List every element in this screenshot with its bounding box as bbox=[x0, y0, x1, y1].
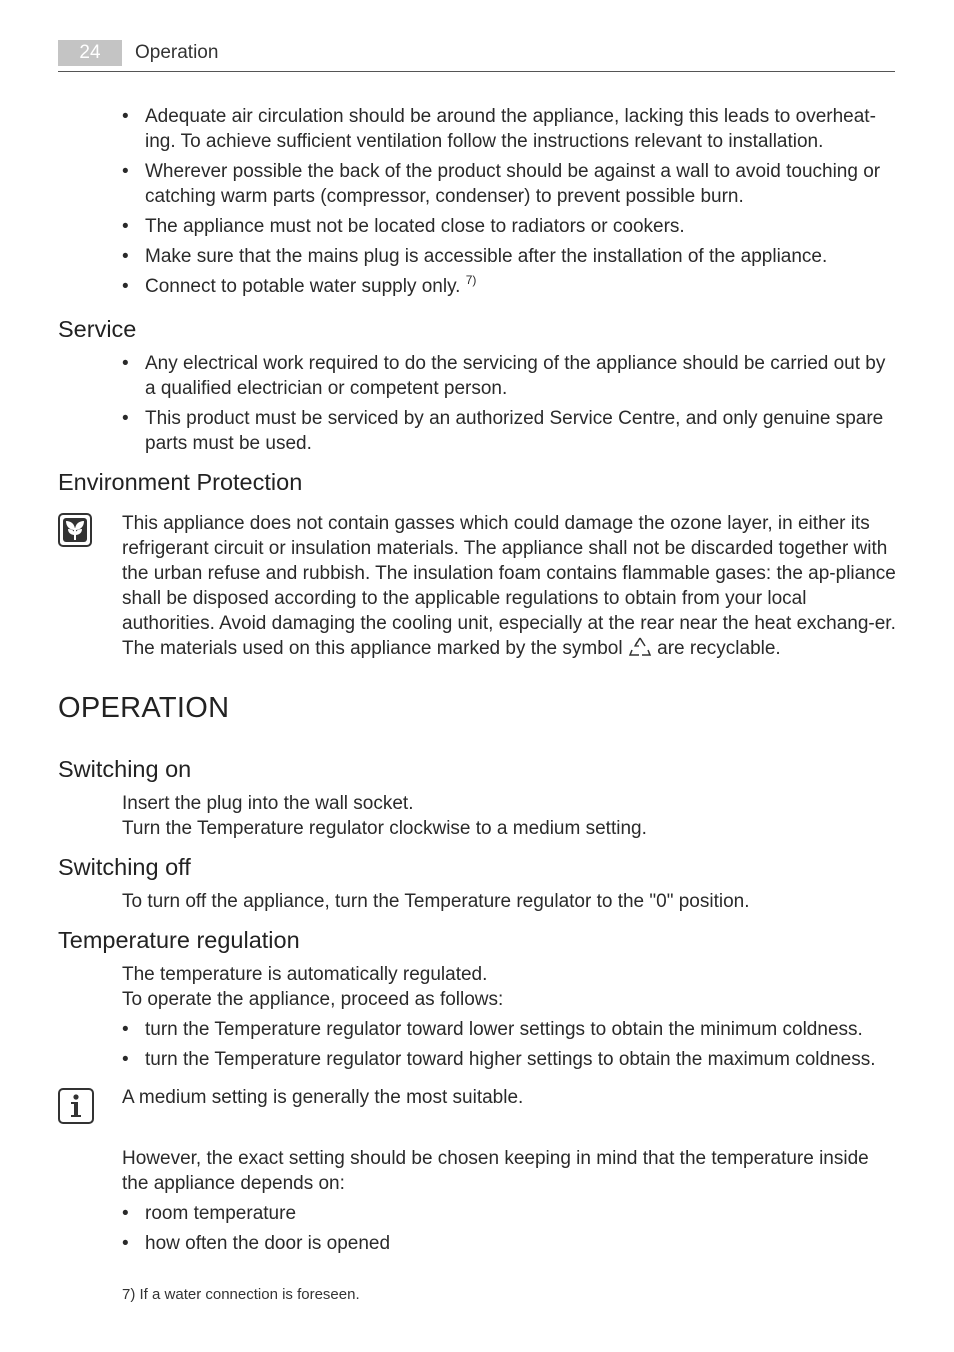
header-divider bbox=[58, 71, 895, 72]
list-item: • The appliance must not be located close to radiators or cookers. bbox=[122, 214, 897, 239]
text-line: Insert the plug into the wall socket. bbox=[122, 793, 414, 814]
temperature-heading: Temperature regulation bbox=[58, 927, 300, 953]
info-text: A medium setting is generally the most suitable. bbox=[122, 1087, 524, 1108]
environment-paragraph bbox=[122, 511, 897, 661]
list-item: • Wherever possible the back of the product should be against a wall to avoid touching or catching warm parts (compressor, condenser) to prevent possible burn. bbox=[122, 159, 897, 209]
list-item-text: Connect to potable water supply only. bbox=[145, 276, 461, 297]
footnote: 7) If a water connection is foreseen. bbox=[122, 1286, 360, 1303]
service-heading: Service bbox=[58, 316, 137, 342]
list-item: • turn the Temperature regulator toward higher settings to obtain the maximum coldness. bbox=[122, 1047, 897, 1072]
page-number: 24 bbox=[58, 40, 122, 66]
list-item: • Any electrical work required to do the servicing of the appliance should be carried out by a qualified electrician or competent person. bbox=[122, 351, 897, 401]
list-item: • This product must be serviced by an authorized Service Centre, and only genuine spare parts must be used. bbox=[122, 406, 897, 456]
list-item: • Make sure that the mains plug is accessible after the installation of the appliance. bbox=[122, 244, 897, 269]
environment-icon bbox=[58, 513, 92, 547]
text-line: Turn the Temperature regulator clockwise to a medium setting. bbox=[122, 818, 647, 839]
service-list bbox=[122, 351, 897, 461]
switching-off-text: To turn off the appliance, turn the Temperature regulator to the "0" position. bbox=[122, 891, 750, 912]
list-item: • Adequate air circulation should be around the appliance, lacking this leads to overheat-ing. To achieve sufficient ventilation follow the instructions relevant to installation. bbox=[122, 104, 897, 154]
depends-list bbox=[122, 1201, 897, 1261]
environment-text: This appliance does not contain gasses which could damage the ozone layer, in either its refrigerant circuit or insulation materials. The appliance shall not be discarded together with the urban refuse and rubbish. The insulation foam contains flammable gases: the ap-pliance shall be disposed according to the applicable regulations to obtain from your local authorities. Avoid damaging the cooling unit, especially at the rear near the heat exchang-er. The materials used on this appliance marked by the symbol bbox=[122, 513, 896, 659]
switching-off-heading: Switching off bbox=[58, 854, 191, 880]
text-line: The temperature is automatically regulated. bbox=[122, 964, 488, 985]
list-item bbox=[122, 274, 897, 299]
temperature-list bbox=[122, 1017, 897, 1077]
recycle-icon bbox=[628, 636, 652, 658]
info-icon bbox=[58, 1088, 92, 1122]
footnote-ref: 7) bbox=[465, 273, 477, 287]
running-header: Operation bbox=[135, 42, 219, 63]
operation-heading: OPERATION bbox=[58, 692, 230, 724]
environment-heading: Environment Protection bbox=[58, 469, 303, 495]
temperature-intro bbox=[122, 962, 897, 1012]
however-paragraph: However, the exact setting should be chosen keeping in mind that the temperature inside the appliance depends on: bbox=[122, 1148, 869, 1194]
switching-on-heading: Switching on bbox=[58, 756, 192, 782]
list-item: • how often the door is opened bbox=[122, 1231, 897, 1256]
list-item: • room temperature bbox=[122, 1201, 897, 1226]
switching-on-text bbox=[122, 791, 897, 841]
list-item: • turn the Temperature regulator toward lower settings to obtain the minimum coldness. bbox=[122, 1017, 897, 1042]
environment-text-end: are recyclable. bbox=[657, 638, 781, 659]
installation-list bbox=[122, 104, 897, 304]
text-line: To operate the appliance, proceed as follows: bbox=[122, 989, 504, 1010]
